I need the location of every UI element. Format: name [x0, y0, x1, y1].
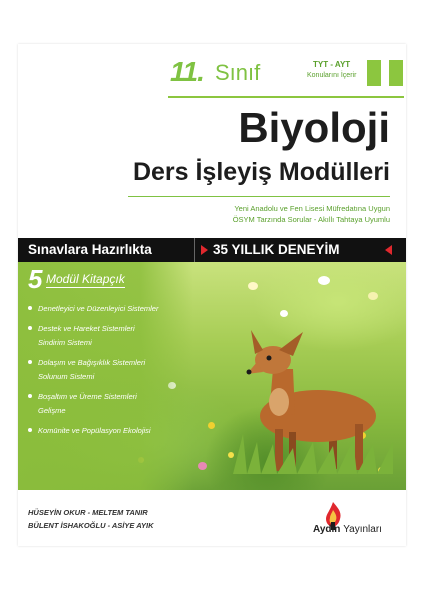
module-panel: [18, 262, 193, 490]
flower-dot: [248, 282, 258, 290]
flower-dot: [318, 276, 330, 285]
list-item: [28, 390, 198, 418]
grade-header: [18, 56, 406, 96]
red-arrow-right-icon: [201, 245, 208, 255]
bullet-icon: [28, 306, 32, 310]
subject-title: Biyoloji: [238, 104, 390, 151]
module-line: Solunum Sistemi: [38, 372, 95, 381]
curriculum-line: ÖSYM Tarzında Sorular - Akıllı Tahtaya Uyumlu: [232, 215, 390, 224]
deer-illustration: [233, 324, 393, 474]
bullet-icon: [28, 326, 32, 330]
subtitle: Ders İşleyiş Modülleri: [132, 158, 390, 186]
module-title: Modül Kitapçık: [46, 272, 125, 286]
module-count: 5: [28, 264, 43, 294]
module-line: Komünite ve Popülasyon Ekolojisi: [38, 426, 151, 435]
flower-dot: [280, 310, 288, 317]
module-line: Dolaşım ve Bağışıklık Sistemleri: [38, 358, 146, 367]
publisher-name-a: Aydın: [313, 524, 341, 535]
red-arrow-left-icon: [385, 245, 392, 255]
module-line: Sindirim Sistemi: [38, 338, 92, 347]
flower-dot: [198, 462, 207, 470]
authors: [28, 506, 154, 532]
list-item: [28, 322, 198, 350]
banner-divider: [194, 238, 195, 262]
bullet-icon: [28, 360, 32, 364]
experience-banner: [18, 238, 406, 262]
publisher-name: [313, 524, 382, 535]
stripe-gap: [381, 60, 389, 86]
flower-dot: [208, 422, 215, 429]
deer-photo: [18, 262, 406, 490]
module-line: Boşaltım ve Üreme Sistemleri: [38, 392, 137, 401]
grade-rule: [168, 96, 404, 98]
exam-tag-box: [303, 60, 403, 86]
grade-word: Sınıf: [215, 60, 261, 85]
banner-left-text: Sınavlara Hazırlıkta: [28, 242, 152, 257]
exam-tag-sub: Konularını İçerir: [307, 72, 357, 79]
grade-number: 11.: [170, 56, 204, 87]
author-line: HÜSEYİN OKUR - MELTEM TANIR: [28, 508, 148, 517]
flower-dot: [368, 292, 378, 300]
exam-tag: TYT - AYT: [313, 60, 351, 69]
list-item: [28, 302, 198, 316]
curriculum-line: Yeni Anadolu ve Fen Lisesi Müfredatına Uygun: [234, 204, 390, 213]
bullet-icon: [28, 428, 32, 432]
list-item: [28, 356, 198, 384]
publisher-name-b: Yayınları: [343, 524, 382, 535]
subtitle-rule: [128, 196, 390, 197]
module-line: Destek ve Hareket Sistemleri: [38, 324, 135, 333]
bullet-icon: [28, 394, 32, 398]
book-cover: [18, 44, 406, 546]
module-list: [28, 302, 198, 444]
banner-right-text: 35 YILLIK DENEYİM: [213, 242, 340, 257]
author-line: BÜLENT İSHAKOĞLU - ASİYE AYIK: [28, 521, 154, 530]
module-line: Denetleyici ve Düzenleyici Sistemler: [38, 304, 159, 313]
module-line: Gelişme: [38, 406, 66, 415]
list-item: [28, 424, 198, 438]
